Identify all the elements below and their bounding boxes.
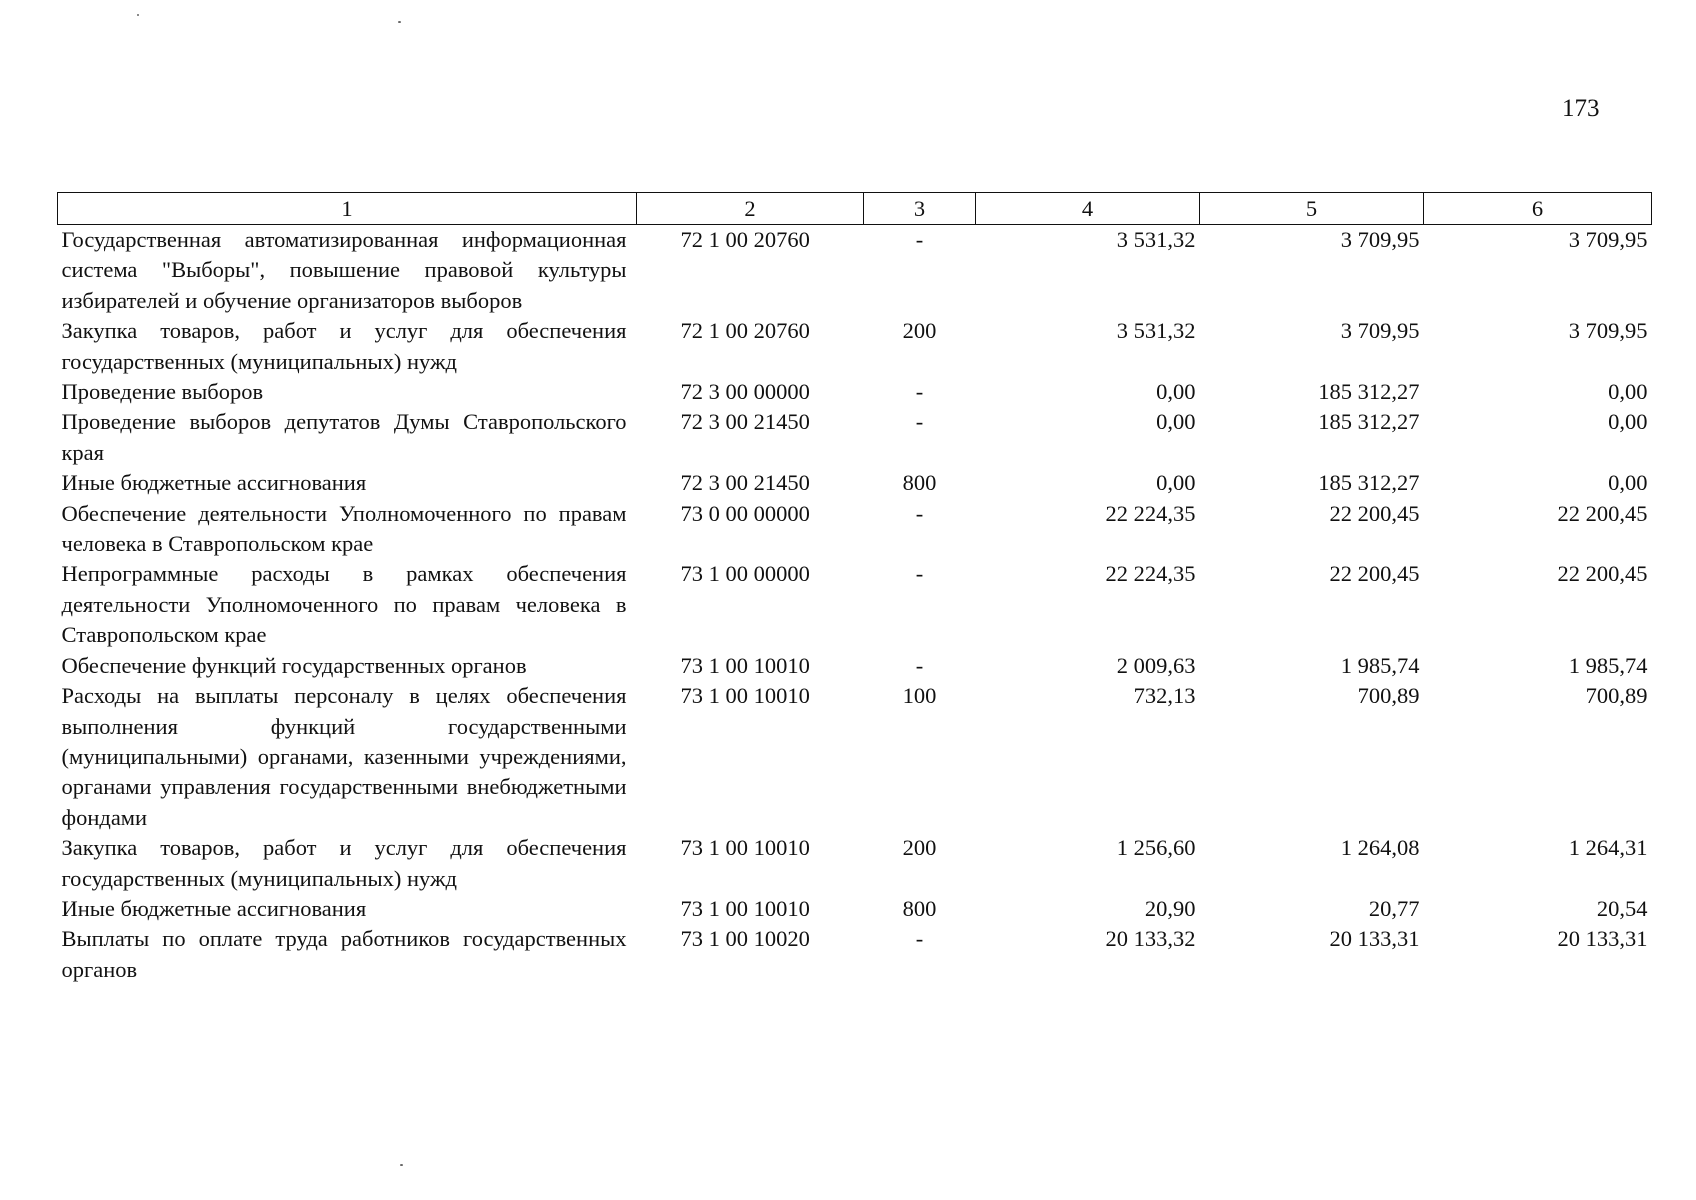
row-value-6: 0,00 (1608, 409, 1648, 435)
row-value-4: 0,00 (1156, 470, 1196, 496)
header-col-4: 4 (976, 193, 1200, 225)
row-name: Проведение выборов депутатов Думы Ставропольского края (61, 409, 627, 465)
row-value-4: 0,00 (1156, 409, 1196, 435)
row-value-5: 22 200,45 (1329, 561, 1420, 587)
table-row (58, 833, 1652, 894)
row-type: 200 (902, 835, 937, 861)
header-row (58, 193, 1652, 225)
row-value-6: 0,00 (1608, 470, 1648, 496)
header-col-6: 6 (1424, 193, 1652, 225)
scan-speck (137, 14, 139, 16)
row-value-5: 185 312,27 (1318, 409, 1420, 435)
header-col-1: 1 (58, 193, 637, 225)
table-row (58, 316, 1652, 377)
row-name: Непрограммные расходы в рамках обеспечения деятельности Уполномоченного по правам человека в Ставропольском крае (61, 561, 627, 648)
row-value-5: 3 709,95 (1340, 227, 1420, 252)
budget-table (57, 192, 1652, 985)
row-value-4: 20 133,32 (1105, 926, 1196, 952)
row-value-4: 2 009,63 (1116, 652, 1196, 678)
row-name: Закупка товаров, работ и услуг для обеспечения государственных (муниципальных) нужд (61, 318, 627, 374)
row-value-4: 3 531,32 (1116, 227, 1196, 252)
row-code: 73 0 00 00000 (680, 500, 810, 526)
row-value-4: 0,00 (1156, 379, 1196, 405)
row-type: - (915, 227, 924, 252)
row-code: 73 1 00 10010 (680, 895, 810, 921)
table-row (58, 499, 1652, 560)
row-value-5: 1 264,08 (1340, 835, 1420, 861)
row-value-6: 20,54 (1596, 895, 1648, 921)
row-name: Проведение выборов (61, 379, 264, 405)
header-col-5: 5 (1200, 193, 1424, 225)
row-value-5: 3 709,95 (1340, 318, 1420, 344)
table-row (58, 407, 1652, 468)
row-value-5: 185 312,27 (1318, 379, 1420, 405)
row-type: 200 (902, 318, 937, 344)
row-code: 73 1 00 10020 (680, 926, 810, 952)
row-value-5: 700,89 (1357, 683, 1420, 709)
row-name: Расходы на выплаты персоналу в целях обеспечения выполнения функций государственными (муниципальными) органами, казенными учреждениями, органами управления государственными внебюджетными фондами (61, 683, 627, 830)
row-value-6: 3 709,95 (1568, 318, 1648, 344)
row-type: 800 (902, 470, 937, 496)
header-col-3: 3 (864, 193, 976, 225)
row-value-4: 3 531,32 (1116, 318, 1196, 344)
row-value-4: 732,13 (1133, 683, 1196, 709)
row-value-6: 22 200,45 (1557, 500, 1648, 526)
row-value-5: 185 312,27 (1318, 470, 1420, 496)
row-type: - (915, 500, 924, 526)
row-code: 72 3 00 21450 (680, 409, 810, 435)
page-number: 173 (1562, 95, 1600, 122)
row-name: Обеспечение функций государственных органов (61, 652, 527, 678)
row-type: - (915, 561, 924, 587)
row-type: - (915, 652, 924, 678)
table-body (58, 225, 1652, 986)
scan-speck (400, 1164, 403, 1166)
header-col-2: 2 (637, 193, 864, 225)
row-value-4: 22 224,35 (1105, 561, 1196, 587)
row-value-6: 0,00 (1608, 379, 1648, 405)
row-name: Иные бюджетные ассигнования (61, 895, 367, 921)
table-row (58, 681, 1652, 833)
scan-speck (398, 21, 401, 23)
row-name: Государственная автоматизированная информационная система "Выборы", повышение правовой культуры избирателей и обучение организаторов выборов (61, 227, 627, 313)
row-code: 72 1 00 20760 (680, 318, 810, 344)
row-value-4: 20,90 (1144, 895, 1196, 921)
row-value-6: 1 985,74 (1568, 652, 1648, 678)
row-code: 73 1 00 10010 (680, 652, 810, 678)
row-value-5: 22 200,45 (1329, 500, 1420, 526)
row-code: 73 1 00 10010 (680, 835, 810, 861)
row-value-6: 3 709,95 (1568, 227, 1648, 252)
row-value-5: 20,77 (1368, 895, 1420, 921)
table-row (58, 377, 1652, 407)
row-value-4: 22 224,35 (1105, 500, 1196, 526)
row-value-5: 20 133,31 (1329, 926, 1420, 952)
row-type: - (915, 409, 924, 435)
table-row (58, 559, 1652, 650)
row-name: Иные бюджетные ассигнования (61, 470, 367, 496)
row-type: - (915, 926, 924, 952)
row-code: 72 3 00 21450 (680, 470, 810, 496)
row-name: Выплаты по оплате труда работников государственных органов (61, 926, 627, 982)
table-row (58, 894, 1652, 924)
row-value-6: 700,89 (1585, 683, 1648, 709)
table-row (58, 468, 1652, 498)
row-value-6: 20 133,31 (1557, 926, 1648, 952)
row-code: 73 1 00 00000 (680, 561, 810, 587)
row-name: Обеспечение деятельности Уполномоченного по правам человека в Ставропольском крае (61, 500, 627, 557)
row-value-6: 22 200,45 (1557, 561, 1648, 587)
row-value-4: 1 256,60 (1116, 835, 1196, 861)
table-header (58, 193, 1652, 225)
row-code: 73 1 00 10010 (680, 683, 810, 709)
table-row (58, 651, 1652, 681)
row-code: 72 3 00 00000 (680, 379, 810, 405)
row-value-5: 1 985,74 (1340, 652, 1420, 678)
row-value-6: 1 264,31 (1568, 835, 1648, 861)
table-row (58, 924, 1652, 985)
row-code: 72 1 00 20760 (680, 227, 810, 252)
row-name: Закупка товаров, работ и услуг для обеспечения государственных (муниципальных) нужд (61, 835, 627, 891)
row-type: - (915, 379, 924, 405)
row-type: 100 (902, 683, 937, 709)
table-row (58, 225, 1652, 317)
row-type: 800 (902, 895, 937, 921)
